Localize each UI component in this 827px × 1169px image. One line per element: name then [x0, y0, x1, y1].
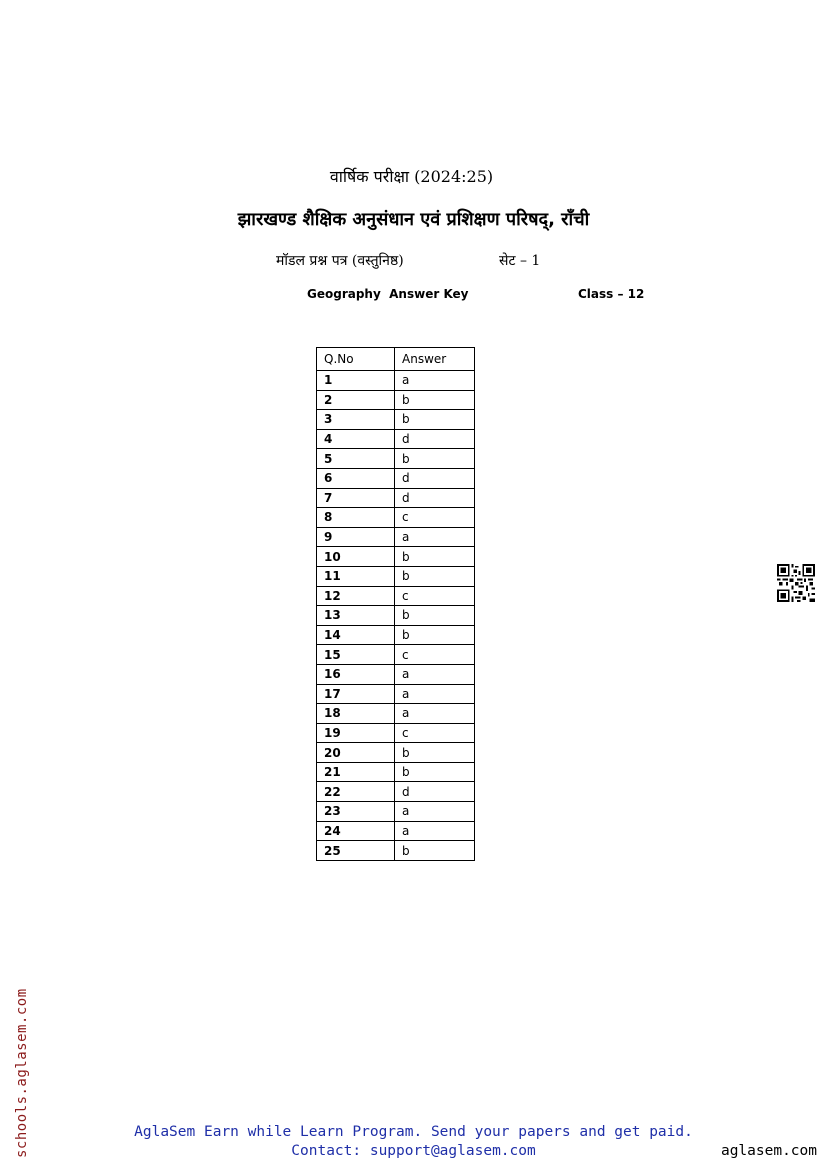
answer-value: a	[395, 371, 475, 391]
set-label: सेट – 1	[499, 253, 541, 269]
answer-value: b	[395, 841, 475, 861]
question-number: 25	[317, 841, 395, 861]
table-row	[317, 762, 475, 782]
answer-value: d	[395, 468, 475, 488]
answer-value: c	[395, 723, 475, 743]
question-number: 3	[317, 410, 395, 430]
answer-value: d	[395, 429, 475, 449]
side-watermark: schools.aglasem.com	[14, 988, 30, 1158]
table-row	[317, 547, 475, 567]
answer-rows	[317, 371, 475, 861]
table-row	[317, 664, 475, 684]
table-row	[317, 449, 475, 469]
question-number: 17	[317, 684, 395, 704]
footer-promo: AglaSem Earn while Learn Program. Send your papers and get paid.	[134, 1124, 693, 1140]
question-number: 9	[317, 527, 395, 547]
question-number: 24	[317, 821, 395, 841]
table-row	[317, 527, 475, 547]
answer-value: b	[395, 390, 475, 410]
answer-value: a	[395, 821, 475, 841]
answer-value: b	[395, 566, 475, 586]
question-number: 12	[317, 586, 395, 606]
table-row	[317, 684, 475, 704]
table-row	[317, 841, 475, 861]
table-row	[317, 802, 475, 822]
answer-value: a	[395, 704, 475, 724]
table-row	[317, 410, 475, 430]
table-row	[317, 508, 475, 528]
question-number: 15	[317, 645, 395, 665]
table-row	[317, 429, 475, 449]
question-number: 18	[317, 704, 395, 724]
answer-value: d	[395, 488, 475, 508]
question-number: 14	[317, 625, 395, 645]
table-row	[317, 704, 475, 724]
qr-code-icon	[777, 564, 815, 602]
column-header-qno: Q.No	[317, 348, 395, 371]
question-number: 16	[317, 664, 395, 684]
question-number: 23	[317, 802, 395, 822]
answer-value: b	[395, 410, 475, 430]
question-number: 11	[317, 566, 395, 586]
answer-value: c	[395, 508, 475, 528]
table-row	[317, 488, 475, 508]
question-number: 21	[317, 762, 395, 782]
subject-label: Geography Answer Key	[307, 287, 469, 301]
table-row	[317, 645, 475, 665]
table-row	[317, 468, 475, 488]
question-number: 8	[317, 508, 395, 528]
answer-value: c	[395, 645, 475, 665]
question-number: 7	[317, 488, 395, 508]
answer-value: d	[395, 782, 475, 802]
council-name: झारखण्ड शैक्षिक अनुसंधान एवं प्रशिक्षण परिषद्, राँची	[237, 209, 590, 230]
table-row	[317, 566, 475, 586]
footer-site: aglasem.com	[720, 1143, 817, 1159]
answer-value: b	[395, 743, 475, 763]
table-row	[317, 625, 475, 645]
answer-key-table	[316, 347, 475, 861]
question-number: 5	[317, 449, 395, 469]
answer-value: b	[395, 547, 475, 567]
table-row	[317, 821, 475, 841]
answer-value: b	[395, 762, 475, 782]
answer-value: a	[395, 527, 475, 547]
question-number: 20	[317, 743, 395, 763]
table-header-row	[317, 348, 475, 371]
footer-contact: Contact: support@aglasem.com	[291, 1143, 536, 1159]
answer-value: a	[395, 802, 475, 822]
question-number: 22	[317, 782, 395, 802]
answer-value: b	[395, 625, 475, 645]
question-number: 4	[317, 429, 395, 449]
exam-title: वार्षिक परीक्षा (2024:25)	[329, 167, 494, 186]
class-label: Class – 12	[578, 287, 645, 301]
question-number: 6	[317, 468, 395, 488]
table-row	[317, 606, 475, 626]
column-header-answer: Answer	[395, 348, 475, 371]
question-number: 2	[317, 390, 395, 410]
answer-value: a	[395, 684, 475, 704]
answer-value: a	[395, 664, 475, 684]
question-number: 13	[317, 606, 395, 626]
question-number: 19	[317, 723, 395, 743]
answer-value: c	[395, 586, 475, 606]
answer-value: b	[395, 606, 475, 626]
answer-value: b	[395, 449, 475, 469]
table-row	[317, 743, 475, 763]
table-row	[317, 390, 475, 410]
table-row	[317, 371, 475, 391]
table-row	[317, 782, 475, 802]
table-row	[317, 586, 475, 606]
table-row	[317, 723, 475, 743]
question-number: 1	[317, 371, 395, 391]
question-number: 10	[317, 547, 395, 567]
model-paper-label: मॉडल प्रश्न पत्र (वस्तुनिष्ठ)	[276, 253, 404, 269]
